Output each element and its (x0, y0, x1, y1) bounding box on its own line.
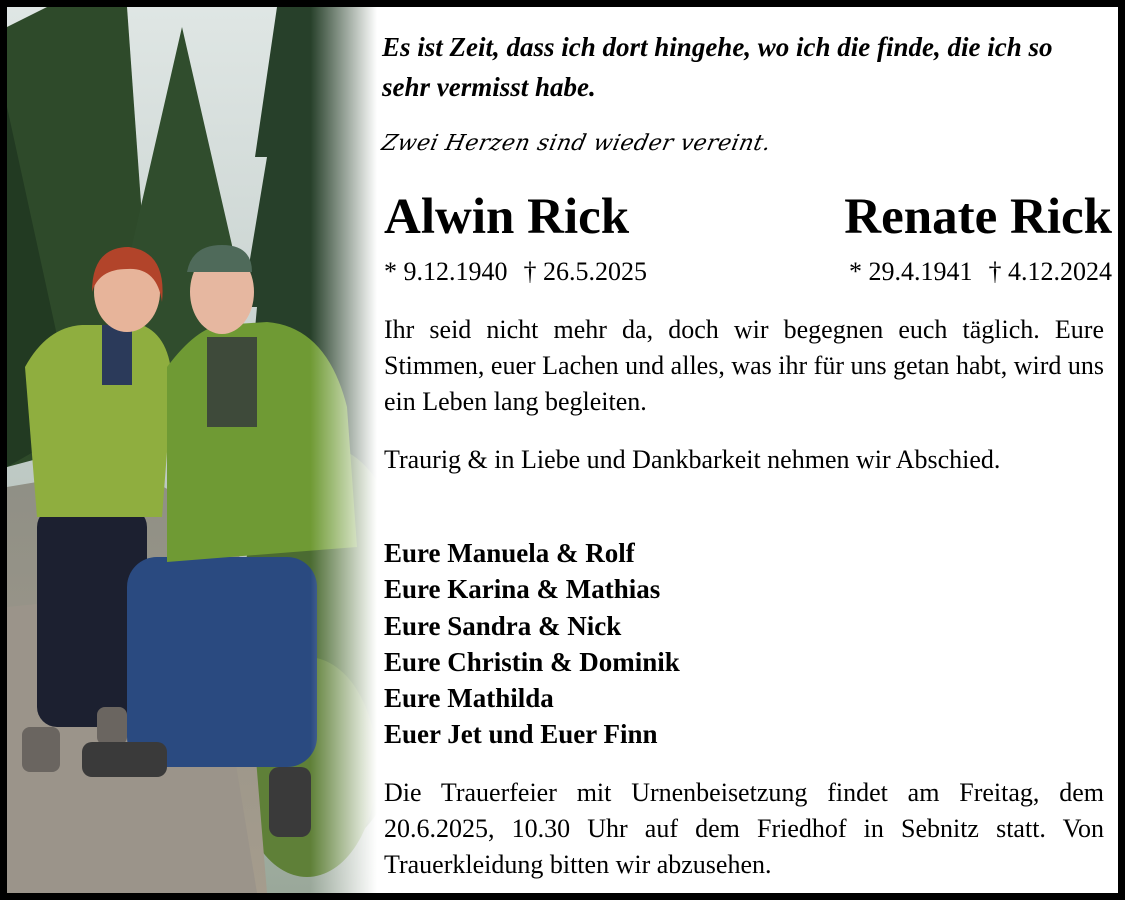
death-date: † 26.5.2025 (523, 257, 647, 286)
family-member: Euer Jet und Euer Finn (384, 719, 658, 750)
family-member: Eure Sandra & Nick (384, 610, 622, 641)
family-member: Eure Christin & Dominik (384, 646, 680, 677)
person-name-renate: Renate Rick (844, 189, 1112, 245)
death-date: † 4.12.2024 (988, 257, 1112, 286)
family-list (384, 535, 680, 753)
family-member: Eure Karina & Mathias (384, 574, 661, 605)
farewell-paragraph: Traurig & in Liebe und Dankbarkeit nehmen wir Abschied. (384, 445, 1001, 474)
memorial-quote: Es ist Zeit, dass ich dort hingehe, wo ich die finde, die ich so sehr vermisst habe. (382, 32, 1053, 102)
family-member: Eure Mathilda (384, 683, 554, 714)
couple-photo (7, 7, 377, 893)
birth-date: * 9.12.1940 (384, 257, 508, 286)
person-dates-renate (849, 255, 1112, 289)
notice-text (379, 7, 1112, 893)
couple-photo-icon (7, 7, 377, 893)
birth-date: * 29.4.1941 (849, 257, 973, 286)
person-dates-alwin (384, 255, 647, 289)
funeral-info-paragraph: Die Trauerfeier mit Urnenbeisetzung findet am Freitag, dem 20.6.2025, 10.30 Uhr auf dem Friedhof in Sebnitz statt. Von Trauerkleidung bitten wir abzusehen. (384, 778, 1104, 879)
family-member: Eure Manuela & Rolf (384, 538, 635, 568)
memorial-motto: Zwei Herzen sind wieder vereint. (379, 131, 774, 156)
person-name-alwin: Alwin Rick (384, 189, 630, 245)
remembrance-paragraph: Ihr seid nicht mehr da, doch wir begegnen euch täglich. Eure Stimmen, euer Lachen und alles, was ihr für uns getan habt, wird uns ein Leben lang begleiten. (384, 315, 1104, 416)
